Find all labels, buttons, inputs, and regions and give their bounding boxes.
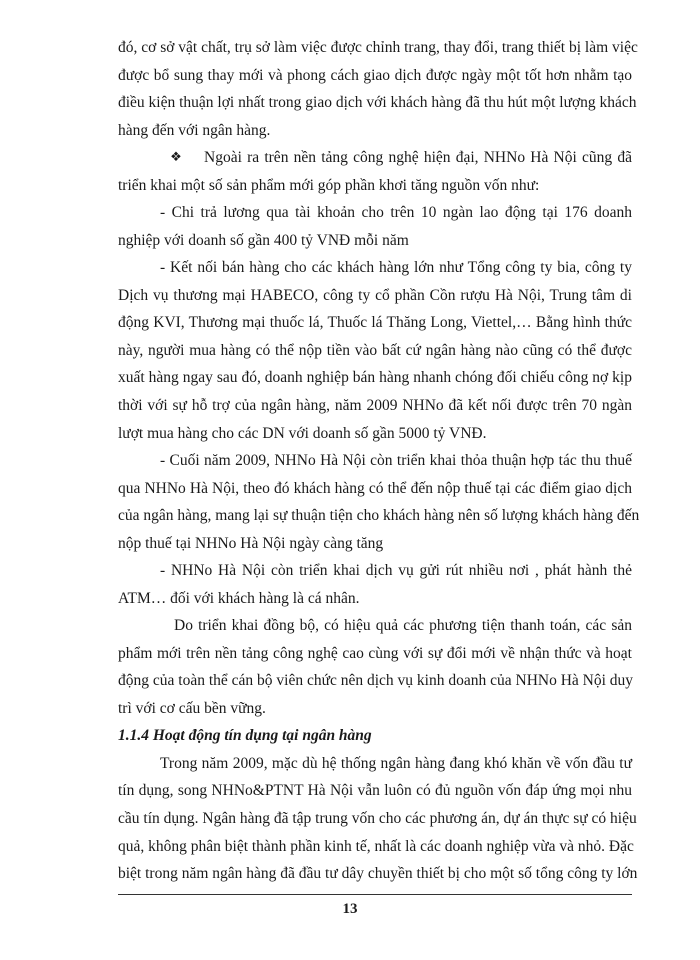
list-item-line: - NHNo Hà Nội còn triển khai dịch vụ gửi rút nhiều nơi , phát hành thẻ xyxy=(160,562,632,580)
paragraph-line: được bổ sung thay mới và phong cách giao dịch được ngày một tốt hơn nhằm tạo xyxy=(118,66,632,84)
paragraph-line: biệt trong năm ngân hàng đã đầu tư dây chuyền thiết bị cho một số tổng công ty lớn xyxy=(118,865,638,882)
list-item-line: của ngân hàng, mang lại sự thuận tiện cho khách hàng nên số lượng khách hàng đến xyxy=(118,507,640,525)
paragraph-line: trì với cơ cấu bền vững. xyxy=(118,699,266,717)
page-number: 13 xyxy=(342,901,358,917)
list-item-line: ATM… đối với khách hàng là cá nhân. xyxy=(118,589,360,607)
list-item-line: động KVI, Thương mại thuốc lá, Thuốc lá Thăng Long, Viettel,… Bằng hình thức xyxy=(118,314,632,332)
list-item-line: lượt mua hàng cho các DN với doanh số gần 5000 tỷ VNĐ. xyxy=(118,424,487,442)
paragraph-line: điều kiện thuận lợi nhất trong giao dịch với khách hàng đã thu hút một lượng khách xyxy=(118,94,637,112)
paragraph-line: cầu tín dụng. Ngân hàng đã tập trung vốn cho các phương án, dự án thực sự có hiệu xyxy=(118,809,637,827)
list-item-line: thời với sự hỗ trợ của ngân hàng, năm 2009 NHNo đã kết nối được trên 70 ngàn xyxy=(118,396,632,414)
paragraph-line: Ngoài ra trên nền tảng công nghệ hiện đại, NHNo Hà Nội cũng đã xyxy=(204,149,632,167)
paragraph-line: đó, cơ sở vật chất, trụ sở làm việc được chỉnh trang, thay đổi, trang thiết bị làm việc xyxy=(118,39,638,56)
list-item-line: nghiệp với doanh số gần 400 tỷ VNĐ mỗi năm xyxy=(118,231,409,249)
list-item-line: nộp thuế tại NHNo Hà Nội ngày càng tăng xyxy=(118,534,384,552)
list-item-line: - Chi trả lương qua tài khoản cho trên 10 ngàn lao động tại 176 doanh xyxy=(160,204,632,222)
paragraph-line: Trong năm 2009, mặc dù hệ thống ngân hàng đang khó khăn về vốn đầu tư xyxy=(160,754,632,772)
paragraph-line: triển khai một số sản phẩm mới góp phần khơi tăng nguồn vốn như: xyxy=(118,176,540,194)
list-item-line: Dịch vụ thương mại HABECO, công ty cổ phần Cồn rượu Hà Nội, Trung tâm di xyxy=(118,286,632,304)
paragraph-line: quả, không phân biệt thành phần kinh tế, nhất là các doanh nghiệp vừa và nhỏ. Đặc xyxy=(118,837,634,855)
list-item-line: - Cuối năm 2009, NHNo Hà Nội còn triển khai thỏa thuận hợp tác thu thuế xyxy=(160,452,632,469)
list-item-line: - Kết nối bán hàng cho các khách hàng lớn như Tổng công ty bia, công ty xyxy=(160,259,632,277)
list-item-line: xuất hàng ngay sau đó, doanh nghiệp bán hàng nhanh chóng đối chiếu công nợ kịp xyxy=(118,369,632,387)
list-item-line: qua NHNo Hà Nội, theo đó khách hàng có thể đến nộp thuế tại các điểm giao dịch xyxy=(118,479,632,497)
paragraph-line: động của toàn thể cán bộ viên chức nên dịch vụ kinh doanh của NHNo Hà Nội duy xyxy=(118,672,634,690)
paragraph-line: hàng đến với ngân hàng. xyxy=(118,121,271,139)
diamond-bullet-icon: ❖ xyxy=(170,150,182,166)
section-heading: 1.1.4 Hoạt động tín dụng tại ngân hàng xyxy=(118,727,372,745)
paragraph-line: tín dụng, song NHNo&PTNT Hà Nội vẫn luôn có đủ nguồn vốn đáp ứng mọi nhu xyxy=(118,782,632,800)
footer-rule xyxy=(118,894,632,895)
list-item-line: này, người mua hàng có thể nộp tiền vào bất cứ ngân hàng nào cũng có thể được xyxy=(118,341,632,359)
paragraph-line: Do triển khai đồng bộ, có hiệu quả các phương tiện thanh toán, các sản xyxy=(174,617,632,635)
paragraph-line: phẩm mới trên nền tảng công nghệ cao cùng với sự đổi mới về nhận thức và hoạt xyxy=(118,644,632,662)
